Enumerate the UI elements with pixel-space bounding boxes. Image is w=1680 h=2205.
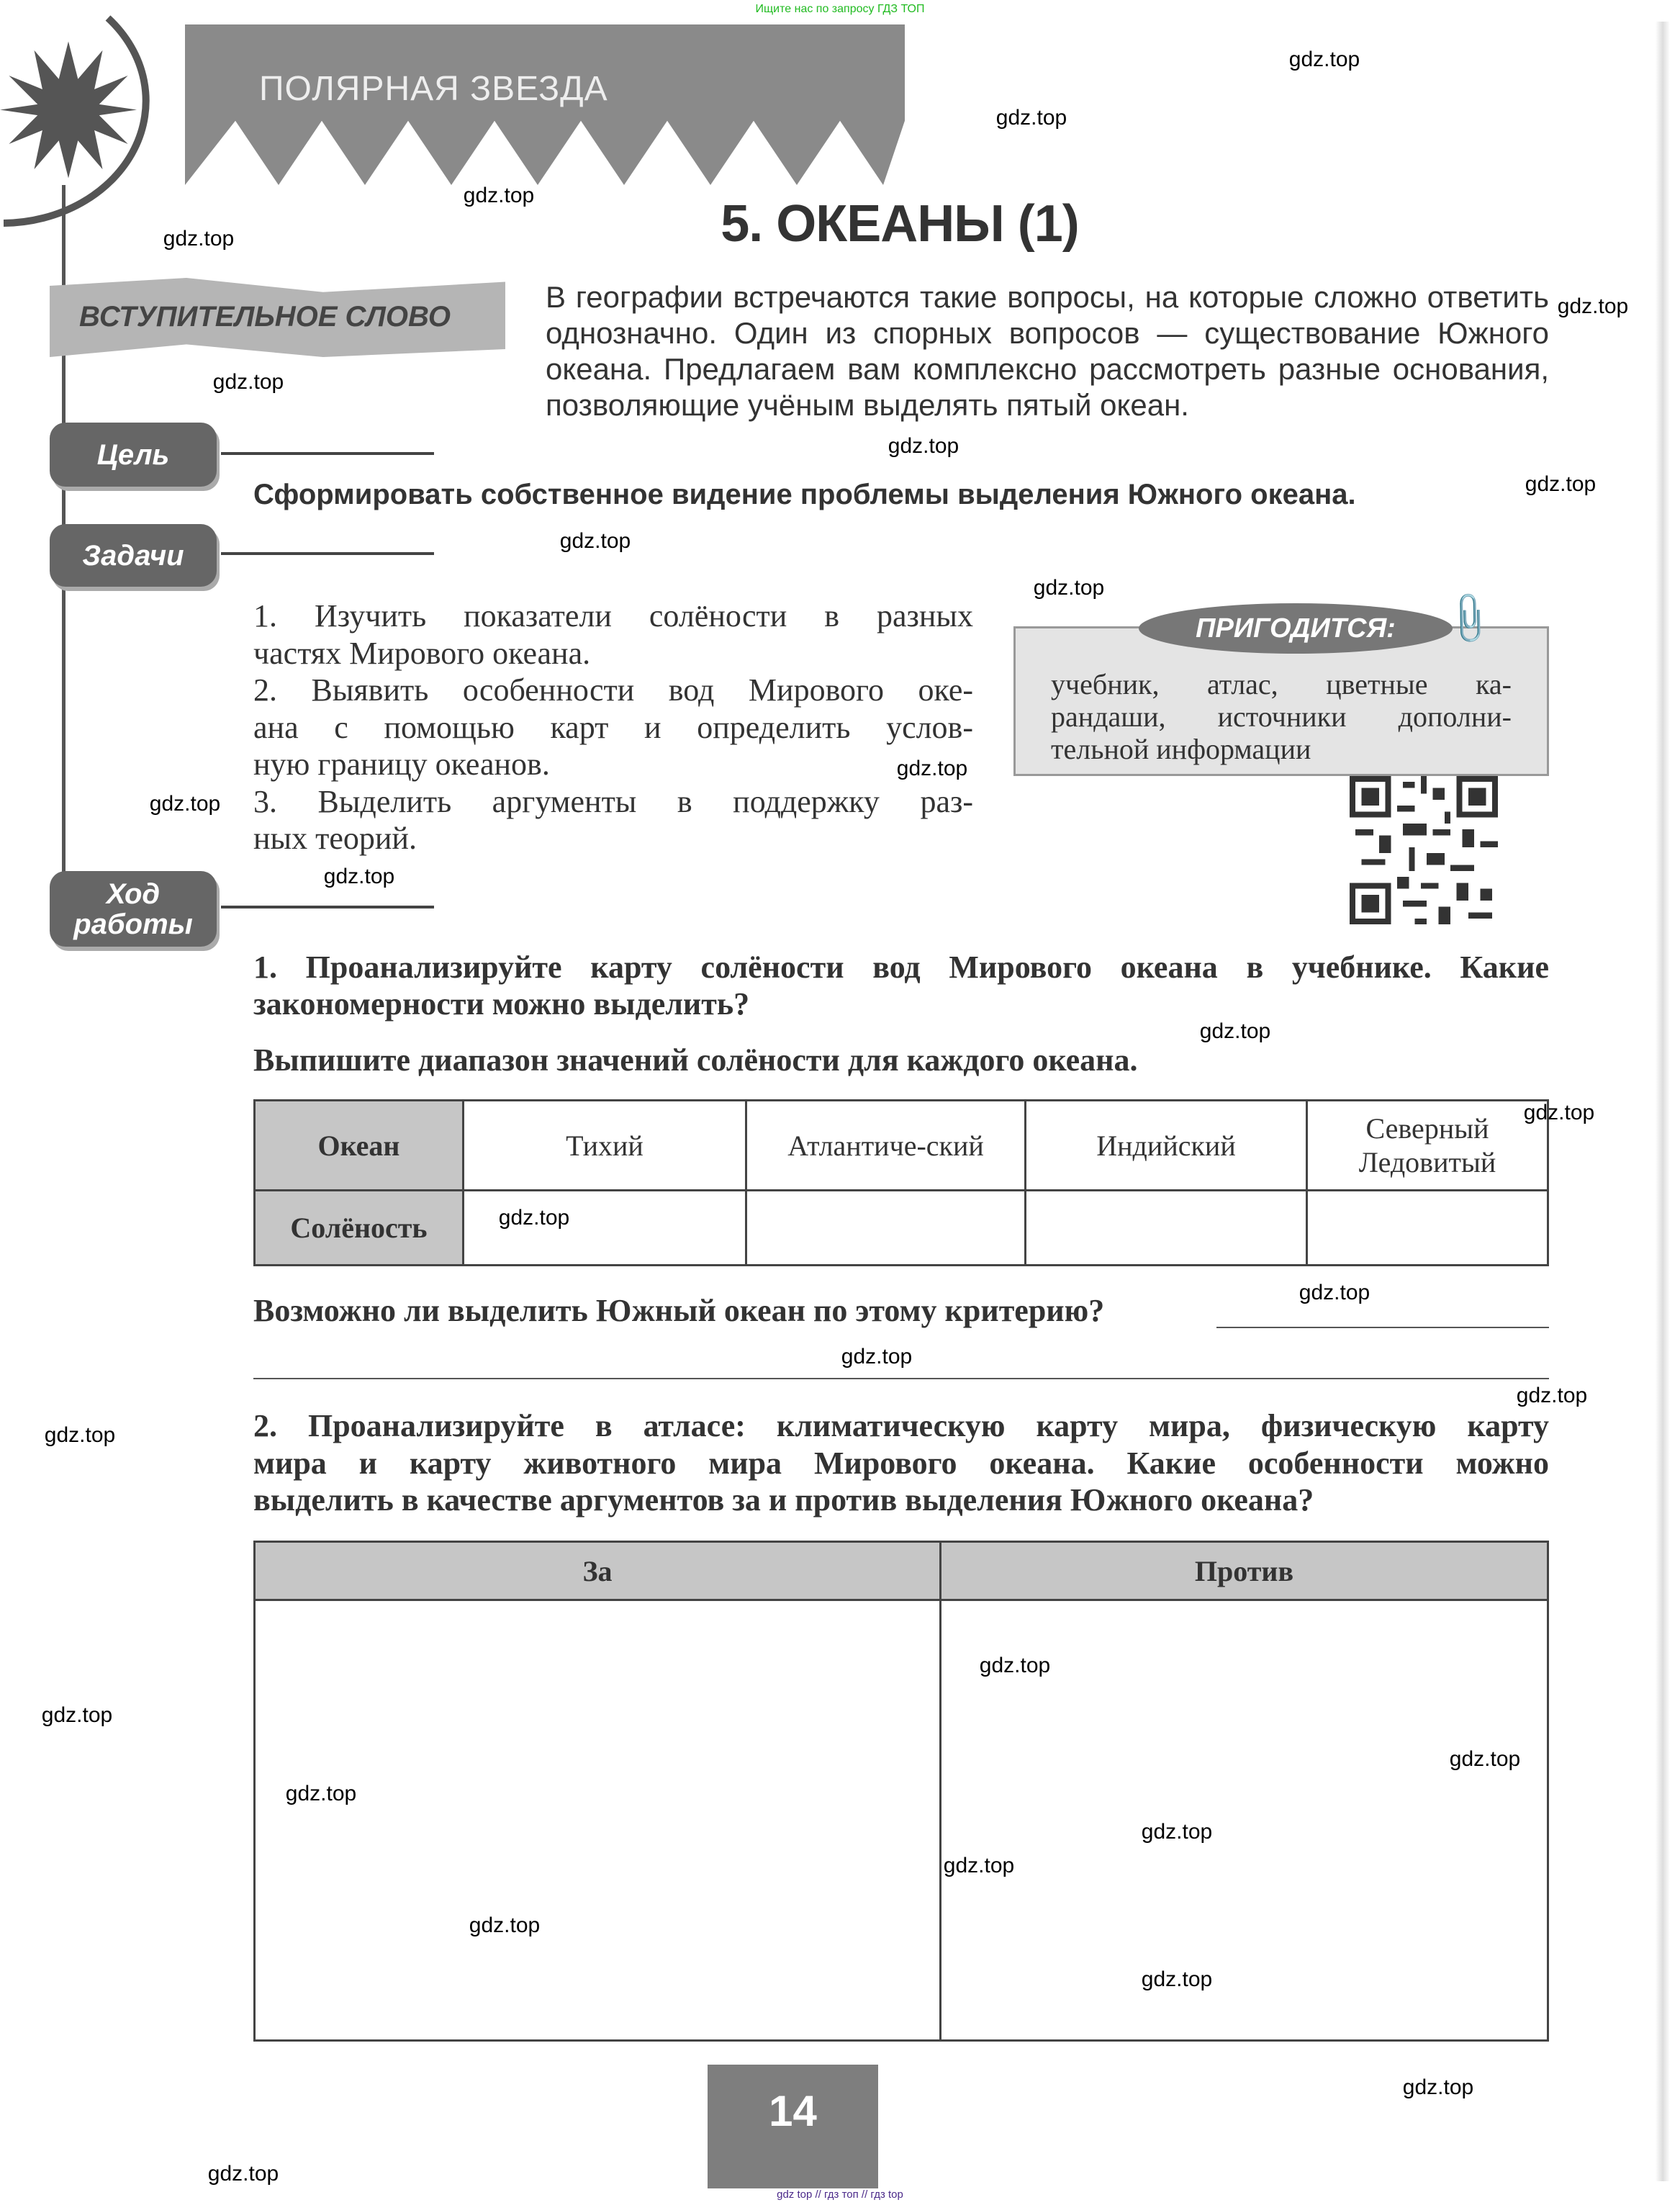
- useful-text: [1051, 668, 1512, 765]
- watermark: gdz.top: [1402, 2075, 1474, 2099]
- tasks-label: Задачи: [50, 524, 217, 587]
- question-2: [253, 1407, 1549, 1519]
- task-line: 1. Изучить показатели солёности в разных: [253, 598, 973, 633]
- task-line: ных теорий.: [253, 821, 417, 856]
- header-cell: Солёность: [255, 1191, 464, 1266]
- column-header-against: Против: [941, 1542, 1548, 1600]
- qr-code-icon[interactable]: [1350, 776, 1498, 924]
- arguments-for-cell[interactable]: [255, 1600, 941, 2041]
- salinity-input-cell[interactable]: [1307, 1191, 1548, 1266]
- question-2-line: мира и карту животного мира Мирового океана. Какие особенности можно: [253, 1445, 1549, 1481]
- answer-line[interactable]: [253, 1378, 1549, 1379]
- question-1-instruction: Выпишите диапазон значений солёности для каждого океана.: [253, 1042, 1138, 1078]
- watermark: gdz.top: [841, 1345, 913, 1368]
- task-line: частях Мирового океана.: [253, 635, 591, 671]
- task-line: ана с помощью карт и определить услов-: [253, 709, 973, 745]
- salinity-input-cell[interactable]: [1026, 1191, 1307, 1266]
- watermark: gdz.top: [463, 184, 535, 207]
- top-search-note: Ищите нас по запросу ГДЗ ТОП: [755, 3, 925, 15]
- watermark: gdz.top: [1449, 1747, 1521, 1771]
- watermark: gdz.top: [41, 1703, 113, 1727]
- star-icon: [0, 32, 137, 187]
- watermark: gdz.top: [285, 1782, 357, 1805]
- ocean-cell: Тихий: [464, 1101, 746, 1191]
- watermark: gdz.top: [888, 434, 959, 458]
- intro-text: В географии встречаются такие вопросы, на которые сложно ответить однозначно. Один из спорных вопросов — существование Южного океана. Предлагаем вам комплексно рассмотреть разные основания, позволяющие учёным выделять пятый океан.: [546, 280, 1549, 422]
- answer-line[interactable]: [1216, 1327, 1549, 1328]
- watermark: gdz.top: [163, 227, 235, 251]
- ocean-cell: Индийский: [1026, 1101, 1307, 1191]
- page-edge-shadow: [1656, 22, 1670, 2181]
- task-line: ную границу океанов.: [253, 747, 550, 782]
- question-1-line: 1. Проанализируйте карту солёности вод Мирового океана в учебнике. Какие: [253, 950, 1549, 985]
- ocean-cell: Северный Ледовитый: [1307, 1101, 1548, 1191]
- workflow-divider: [221, 906, 434, 908]
- watermark: gdz.top: [469, 1913, 541, 1937]
- watermark: gdz.top: [1299, 1281, 1370, 1304]
- intro-label: ВСТУПИТЕЛЬНОЕ СЛОВО: [79, 301, 451, 333]
- useful-line: тельной информации: [1051, 733, 1311, 765]
- useful-line: рандаши, источники дополни-: [1051, 700, 1512, 733]
- table-row: [255, 1600, 1548, 2041]
- watermark: gdz.top: [979, 1654, 1051, 1677]
- question-1-line: закономерности можно выделить?: [253, 986, 750, 1022]
- question-1: [253, 949, 1549, 1022]
- watermark: gdz.top: [1141, 1820, 1213, 1844]
- series-title: ПОЛЯРНАЯ ЗВЕЗДА: [259, 70, 608, 108]
- watermark: gdz.top: [498, 1206, 570, 1230]
- watermark: gdz.top: [943, 1854, 1015, 1877]
- watermark: gdz.top: [1288, 48, 1360, 71]
- salinity-table: [253, 1099, 1549, 1266]
- table-row: [255, 1101, 1548, 1191]
- task-line: 3. Выделить аргументы в поддержку раз-: [253, 783, 973, 819]
- watermark: gdz.top: [995, 106, 1067, 130]
- question-2-line: выделить в качестве аргументов за и против выделения Южного океана?: [253, 1482, 1314, 1518]
- workflow-label: [50, 871, 217, 947]
- tasks-list: [253, 598, 973, 857]
- watermark: gdz.top: [1557, 294, 1629, 318]
- header-cell: Океан: [255, 1101, 464, 1191]
- salinity-input-cell[interactable]: [746, 1191, 1026, 1266]
- column-header-for: За: [255, 1542, 941, 1600]
- task-line: 2. Выявить особенности вод Мирового оке-: [253, 672, 973, 708]
- watermark: gdz.top: [323, 865, 395, 888]
- followup-question: Возможно ли выделить Южный океан по этому критерию?: [253, 1293, 1105, 1328]
- watermark: gdz.top: [44, 1423, 116, 1447]
- goal-divider: [221, 452, 434, 455]
- watermark: gdz.top: [1525, 472, 1597, 496]
- table-row: [255, 1191, 1548, 1266]
- workflow-label-line1: Ход: [106, 878, 161, 910]
- watermark: gdz.top: [1199, 1019, 1271, 1043]
- goal-text: Сформировать собственное видение проблемы выделения Южного океана.: [253, 479, 1356, 510]
- arguments-table: [253, 1541, 1549, 2042]
- ocean-cell: Атлантиче-ский: [746, 1101, 1026, 1191]
- page-number: 14: [708, 2065, 878, 2188]
- table-row: [255, 1542, 1548, 1600]
- footer-watermark: gdz top // гдз топ // гдз top: [0, 2188, 1680, 2205]
- watermark: gdz.top: [896, 757, 968, 780]
- watermark: gdz.top: [1141, 1967, 1213, 1991]
- watermark: gdz.top: [212, 370, 284, 394]
- useful-line: учебник, атлас, цветные ка-: [1051, 668, 1512, 700]
- question-2-line: 2. Проанализируйте в атласе: климатическую карту мира, физическую карту: [253, 1408, 1549, 1443]
- watermark: gdz.top: [559, 529, 631, 553]
- page-title: 5. ОКЕАНЫ (1): [721, 195, 1079, 253]
- paperclip-icon: 📎: [1439, 588, 1500, 649]
- watermark: gdz.top: [149, 792, 221, 816]
- tasks-divider: [221, 552, 434, 555]
- goal-label: Цель: [50, 423, 217, 487]
- watermark: gdz.top: [207, 2162, 279, 2186]
- useful-label: ПРИГОДИТСЯ:: [1139, 603, 1453, 654]
- workflow-label-line2: работы: [73, 908, 193, 940]
- watermark: gdz.top: [1523, 1101, 1595, 1124]
- watermark: gdz.top: [1033, 576, 1105, 600]
- watermark: gdz.top: [1516, 1384, 1588, 1407]
